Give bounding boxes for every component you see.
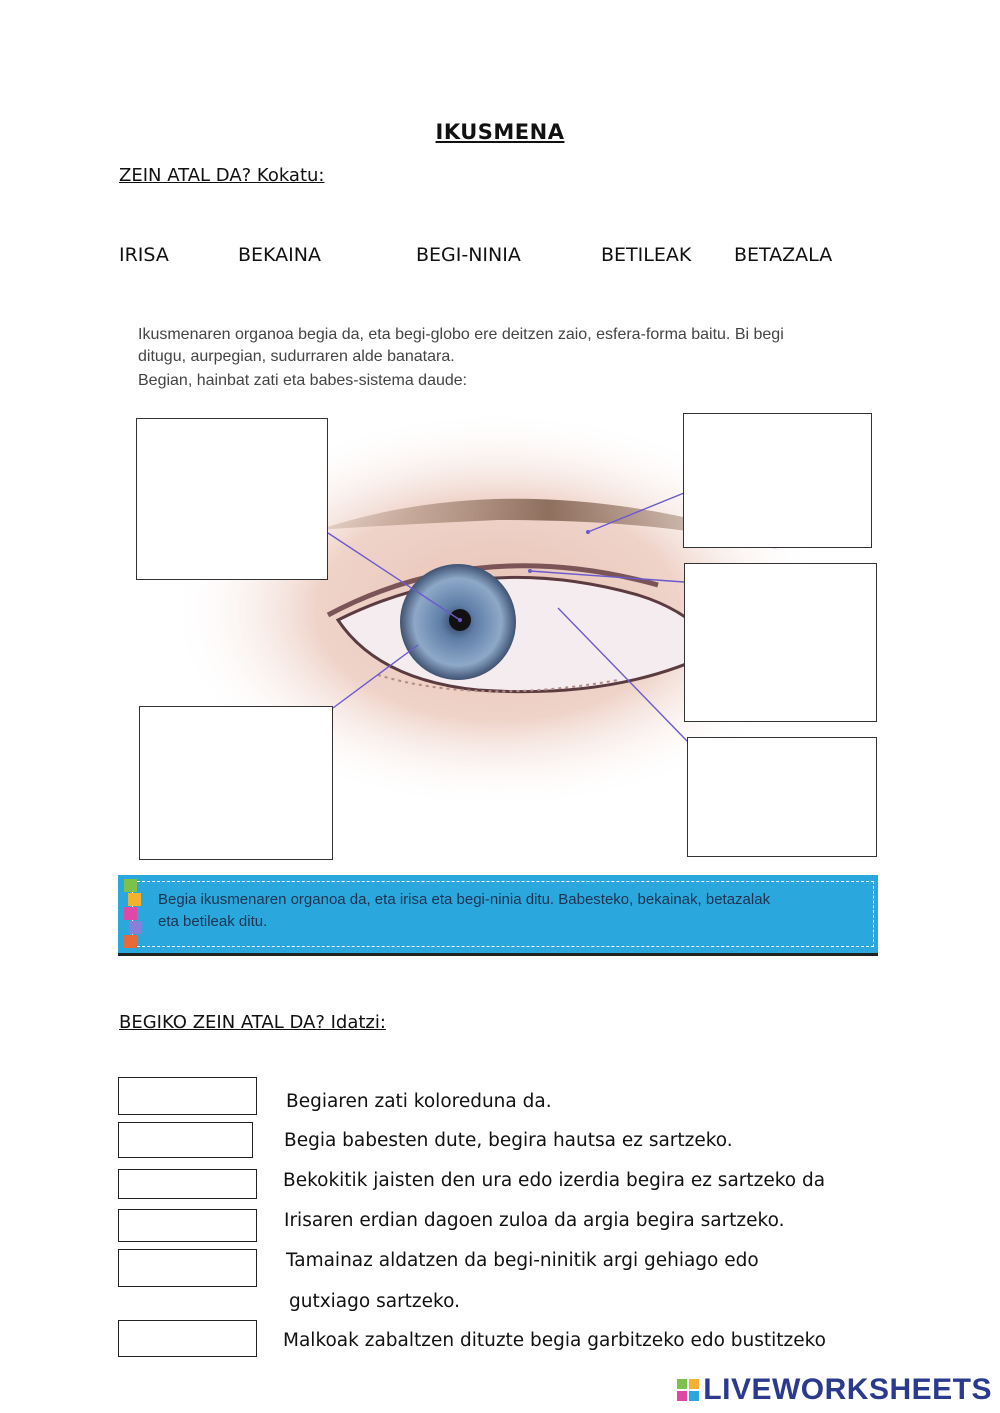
word-bank-begi-ninia[interactable]: BEGI-NINIA	[416, 244, 521, 266]
figure-answer-box-2[interactable]	[139, 706, 333, 860]
figure-intro-line-2: ditugu, aurpegian, sudurraren alde banatara.	[138, 348, 455, 365]
eye-figure	[118, 320, 878, 957]
clue-5-line-1: Tamainaz aldatzen da begi-ninitik argi gehiago edo	[286, 1250, 759, 1271]
word-bank-irisa[interactable]: IRISA	[119, 244, 169, 266]
answer-input-4[interactable]	[118, 1209, 257, 1242]
word-bank-betazala[interactable]: BETAZALA	[734, 244, 833, 266]
section2-heading: BEGIKO ZEIN ATAL DA? Idatzi:	[119, 1012, 386, 1033]
answer-input-3[interactable]	[118, 1169, 257, 1199]
answer-input-5[interactable]	[118, 1249, 257, 1287]
clue-3: Bekokitik jaisten den ura edo izerdia begira ez sartzeko da	[283, 1170, 826, 1191]
clue-1: Begiaren zati koloreduna da.	[286, 1091, 552, 1112]
figure-answer-box-1[interactable]	[136, 418, 328, 580]
logo-text: LIVEWORKSHEETS	[703, 1373, 992, 1406]
answer-input-6[interactable]	[118, 1320, 257, 1357]
word-bank-betileak[interactable]: BETILEAK	[601, 244, 692, 266]
liveworksheets-logo	[677, 1373, 992, 1407]
figure-intro-line-1: Ikusmenaren organoa begia da, eta begi-globo ere deitzen zaio, esfera-forma baitu. Bi begi	[138, 326, 784, 343]
clue-2: Begia babesten dute, begira hautsa ez sartzeko.	[284, 1130, 733, 1151]
answer-input-2[interactable]	[118, 1122, 253, 1158]
clue-5-line-2: gutxiago sartzeko.	[289, 1291, 460, 1312]
clue-6: Malkoak zabaltzen dituzte begia garbitzeko edo bustitzeko	[283, 1330, 826, 1351]
summary-banner	[118, 875, 878, 953]
word-bank-bekaina[interactable]: BEKAINA	[238, 244, 321, 266]
figure-bottom-rule	[118, 953, 878, 956]
figure-intro-line-3: Begian, hainbat zati eta babes-sistema daude:	[138, 372, 468, 389]
figure-answer-box-5[interactable]	[687, 737, 877, 857]
banner-line-1: Begia ikusmenaren organoa da, eta irisa eta begi-ninia ditu. Babesteko, bekainak, betazalak	[158, 891, 771, 908]
answer-input-1[interactable]	[118, 1077, 257, 1115]
figure-answer-box-4[interactable]	[684, 563, 877, 722]
figure-answer-box-3[interactable]	[683, 413, 872, 548]
liveworksheets-logo-icon	[677, 1379, 699, 1401]
page-title: IKUSMENA	[435, 120, 565, 144]
clue-4: Irisaren erdian dagoen zuloa da argia begira sartzeko.	[284, 1210, 785, 1231]
banner-line-2: eta betileak ditu.	[158, 913, 268, 930]
section1-heading: ZEIN ATAL DA? Kokatu:	[119, 165, 325, 186]
